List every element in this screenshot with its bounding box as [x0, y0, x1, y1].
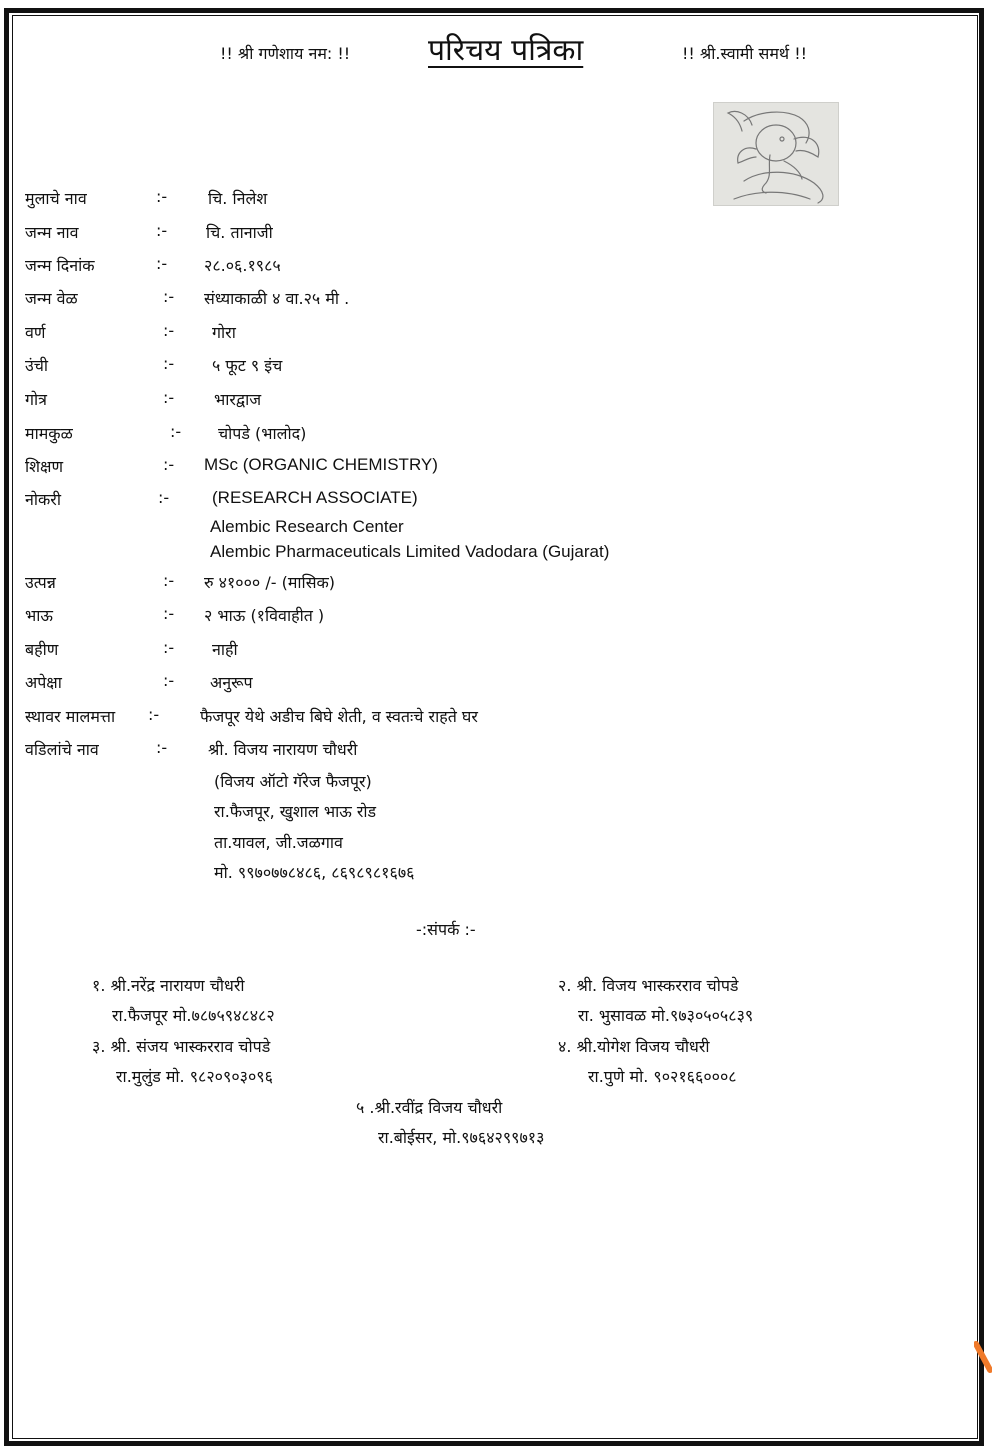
contact-detail: रा.बोईसर, मो.९७६४२९९७१३	[378, 1128, 545, 1147]
field-value-extra-line: रा.फैजपूर, खुशाल भाऊ रोड	[214, 802, 377, 821]
field-value: रु ४१००० /- (मासिक)	[204, 573, 336, 592]
field-label: उंची	[25, 356, 49, 375]
field-label: जन्म वेळ	[25, 289, 78, 308]
field-label: भाऊ	[25, 606, 53, 625]
contact-name: ४. श्री.योगेश विजय चौधरी	[558, 1037, 710, 1056]
field-label: वर्ण	[25, 323, 46, 342]
page-title: परिचय पत्रिका	[428, 33, 584, 68]
ganesha-sketch-icon	[714, 103, 839, 206]
field-separator: :-	[170, 422, 182, 441]
field-separator: :-	[163, 638, 175, 657]
field-value: अनुरूप	[210, 673, 253, 692]
field-value: चि. निलेश	[208, 189, 268, 208]
field-value: चोपडे (भालोद)	[218, 424, 307, 443]
field-separator: :-	[163, 571, 175, 590]
field-separator: :-	[163, 671, 175, 690]
field-label: जन्म दिनांक	[25, 256, 95, 275]
field-value: नाही	[212, 640, 238, 659]
ganesha-sketch-image	[713, 102, 839, 206]
field-separator: :-	[163, 321, 175, 340]
contact-name: २. श्री. विजय भास्करराव चोपडे	[558, 976, 739, 995]
field-value: ५ फूट ९ इंच	[212, 356, 283, 375]
field-value: गोरा	[212, 323, 236, 342]
field-value-extra-line: मो. ९९७०७७८४८६, ८६९८९८१६७६	[214, 863, 415, 882]
contact-detail: रा. भुसावळ मो.९७३०५०५८३९	[578, 1006, 754, 1025]
field-separator: :-	[158, 488, 170, 507]
contact-detail: रा.फैजपूर मो.७८७५९४८४८२	[112, 1006, 275, 1025]
field-value-extra-line: (विजय ऑटो गॅरेज फैजपूर)	[214, 772, 372, 791]
field-separator: :-	[156, 221, 168, 240]
field-value: MSc (ORGANIC CHEMISTRY)	[204, 455, 438, 474]
field-value: श्री. विजय नारायण चौधरी	[208, 740, 358, 759]
field-separator: :-	[156, 254, 168, 273]
field-separator: :-	[163, 354, 175, 373]
contact-heading: -:संपर्क :-	[416, 920, 476, 939]
field-separator: :-	[148, 705, 160, 724]
field-value-extra-line: Alembic Research Center	[210, 517, 404, 536]
field-label: बहीण	[25, 640, 59, 659]
contact-detail: रा.पुणे मो. ९०२१६६०००८	[588, 1067, 737, 1086]
contact-detail: रा.मुलुंड मो. ९८२०९०३०९६	[116, 1067, 273, 1086]
field-value: (RESEARCH ASSOCIATE)	[212, 488, 418, 507]
corner-mark-icon	[974, 1340, 992, 1376]
left-invocation: !! श्री गणेशाय नम: !!	[220, 44, 351, 63]
field-separator: :-	[163, 388, 175, 407]
field-value-extra-line: ता.यावल, जी.जळगाव	[214, 833, 343, 852]
field-separator: :-	[156, 738, 168, 757]
field-value: भारद्वाज	[214, 390, 262, 409]
field-value: २ भाऊ (१विवाहीत )	[204, 606, 325, 625]
field-label: मामकुळ	[25, 424, 73, 443]
contact-name: ५ .श्री.रवींद्र विजय चौधरी	[356, 1098, 503, 1117]
field-value: संध्याकाळी ४ वा.२५ मी .	[204, 289, 350, 308]
field-separator: :-	[163, 604, 175, 623]
field-label: जन्म नाव	[25, 223, 79, 242]
field-label: अपेक्षा	[25, 673, 62, 692]
field-separator: :-	[156, 187, 168, 206]
field-separator: :-	[163, 455, 175, 474]
field-label: स्थावर मालमत्ता	[25, 707, 116, 726]
field-label: शिक्षण	[25, 457, 64, 476]
contact-name: १. श्री.नरेंद्र नारायण चौधरी	[92, 976, 245, 995]
field-separator: :-	[163, 287, 175, 306]
field-value: चि. तानाजी	[206, 223, 273, 242]
field-label: मुलाचे नाव	[25, 189, 87, 208]
field-label: वडिलांचे नाव	[25, 740, 99, 759]
right-invocation: !! श्री.स्वामी समर्थ !!	[682, 44, 808, 63]
field-value: २८.०६.१९८५	[204, 256, 281, 275]
field-label: उत्पन्न	[25, 573, 56, 592]
field-label: नोकरी	[25, 490, 62, 509]
field-label: गोत्र	[25, 390, 47, 409]
contact-name: ३. श्री. संजय भास्करराव चोपडे	[92, 1037, 271, 1056]
field-value: फैजपूर येथे अडीच बिघे शेती, व स्वतःचे राहते घर	[200, 707, 478, 726]
field-value-extra-line: Alembic Pharmaceuticals Limited Vadodara (Gujarat)	[210, 542, 610, 561]
